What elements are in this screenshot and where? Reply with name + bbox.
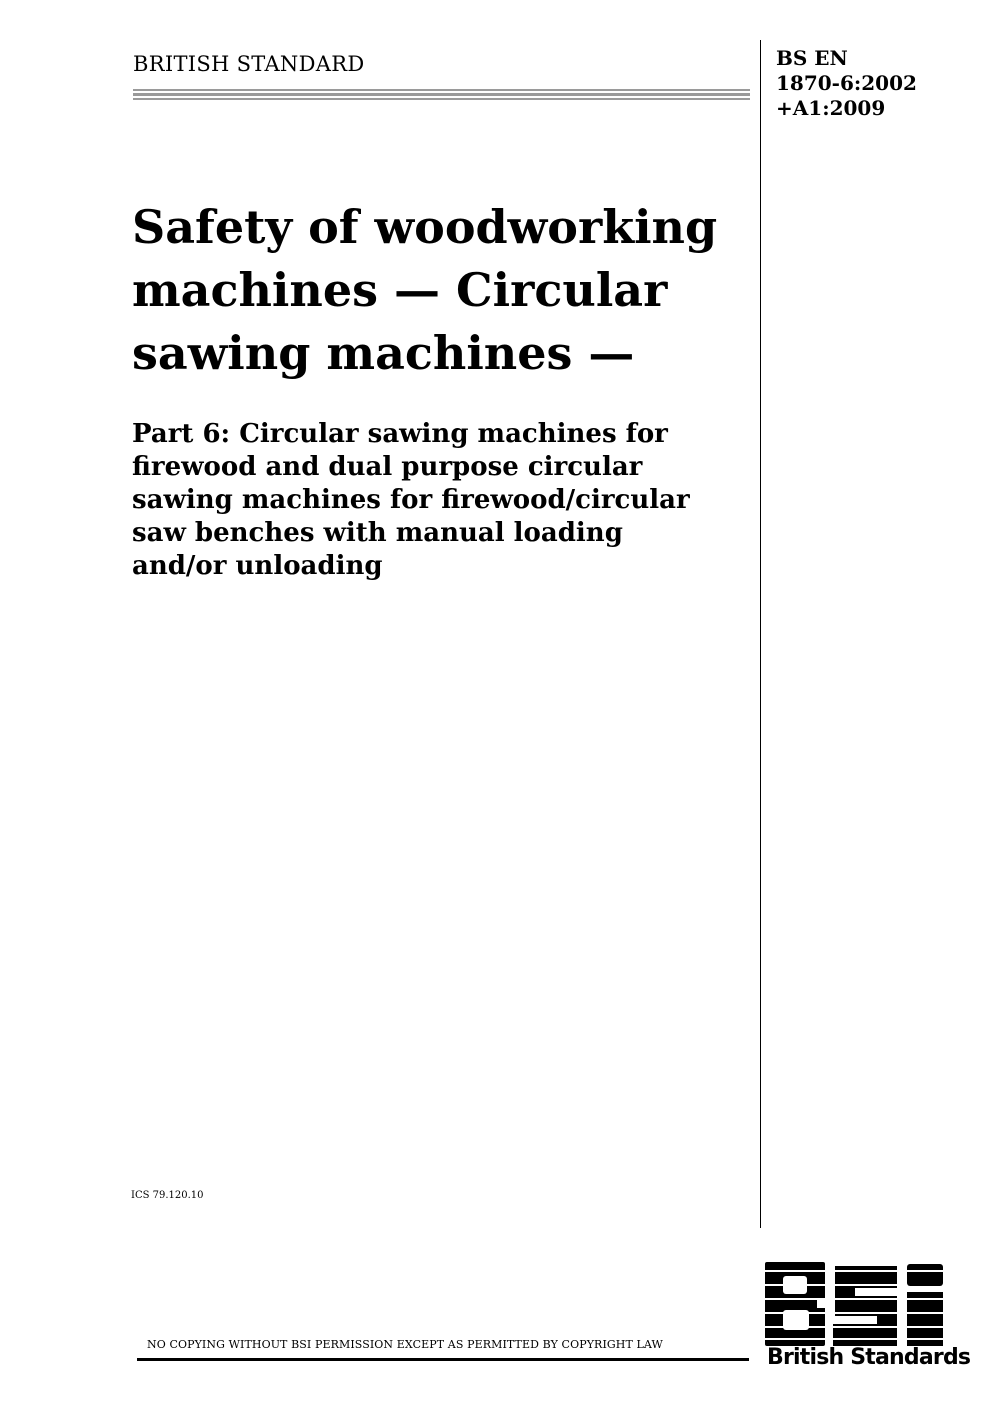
document-title [132,196,752,385]
vertical-divider [760,40,761,1228]
document-series-label: BRITISH STANDARD [133,52,365,76]
bsi-logo-mark [765,1262,945,1348]
ics-code: ICS 79.120.10 [131,1190,204,1201]
subtitle-line: and/or unloading [132,551,383,581]
standard-code-line: BS EN [776,46,848,70]
header-rule-line [133,89,750,91]
subtitle-line: saw benches with manual loading [132,518,623,548]
subtitle-line: Part 6: Circular sawing machines for [132,419,668,449]
standard-code-line: 1870-6:2002 [776,71,917,95]
title-line: Safety of woodworking [132,200,718,254]
copyright-notice: NO COPYING WITHOUT BSI PERMISSION EXCEPT AS PERMITTED BY COPYRIGHT LAW [147,1338,663,1351]
header-rule-line [133,98,750,100]
header-rule [133,89,750,100]
standard-code-line: +A1:2009 [776,96,886,120]
title-line: sawing machines — [132,326,635,380]
footer-rule [137,1358,749,1361]
title-line: machines — Circular [132,263,668,317]
header-rule-line [133,93,750,96]
document-subtitle [132,418,752,583]
bsi-logo-caption: British Standards [767,1345,971,1370]
standard-code [776,46,917,121]
subtitle-line: sawing machines for firewood/circular [132,485,690,515]
subtitle-line: firewood and dual purpose circular [132,452,643,482]
